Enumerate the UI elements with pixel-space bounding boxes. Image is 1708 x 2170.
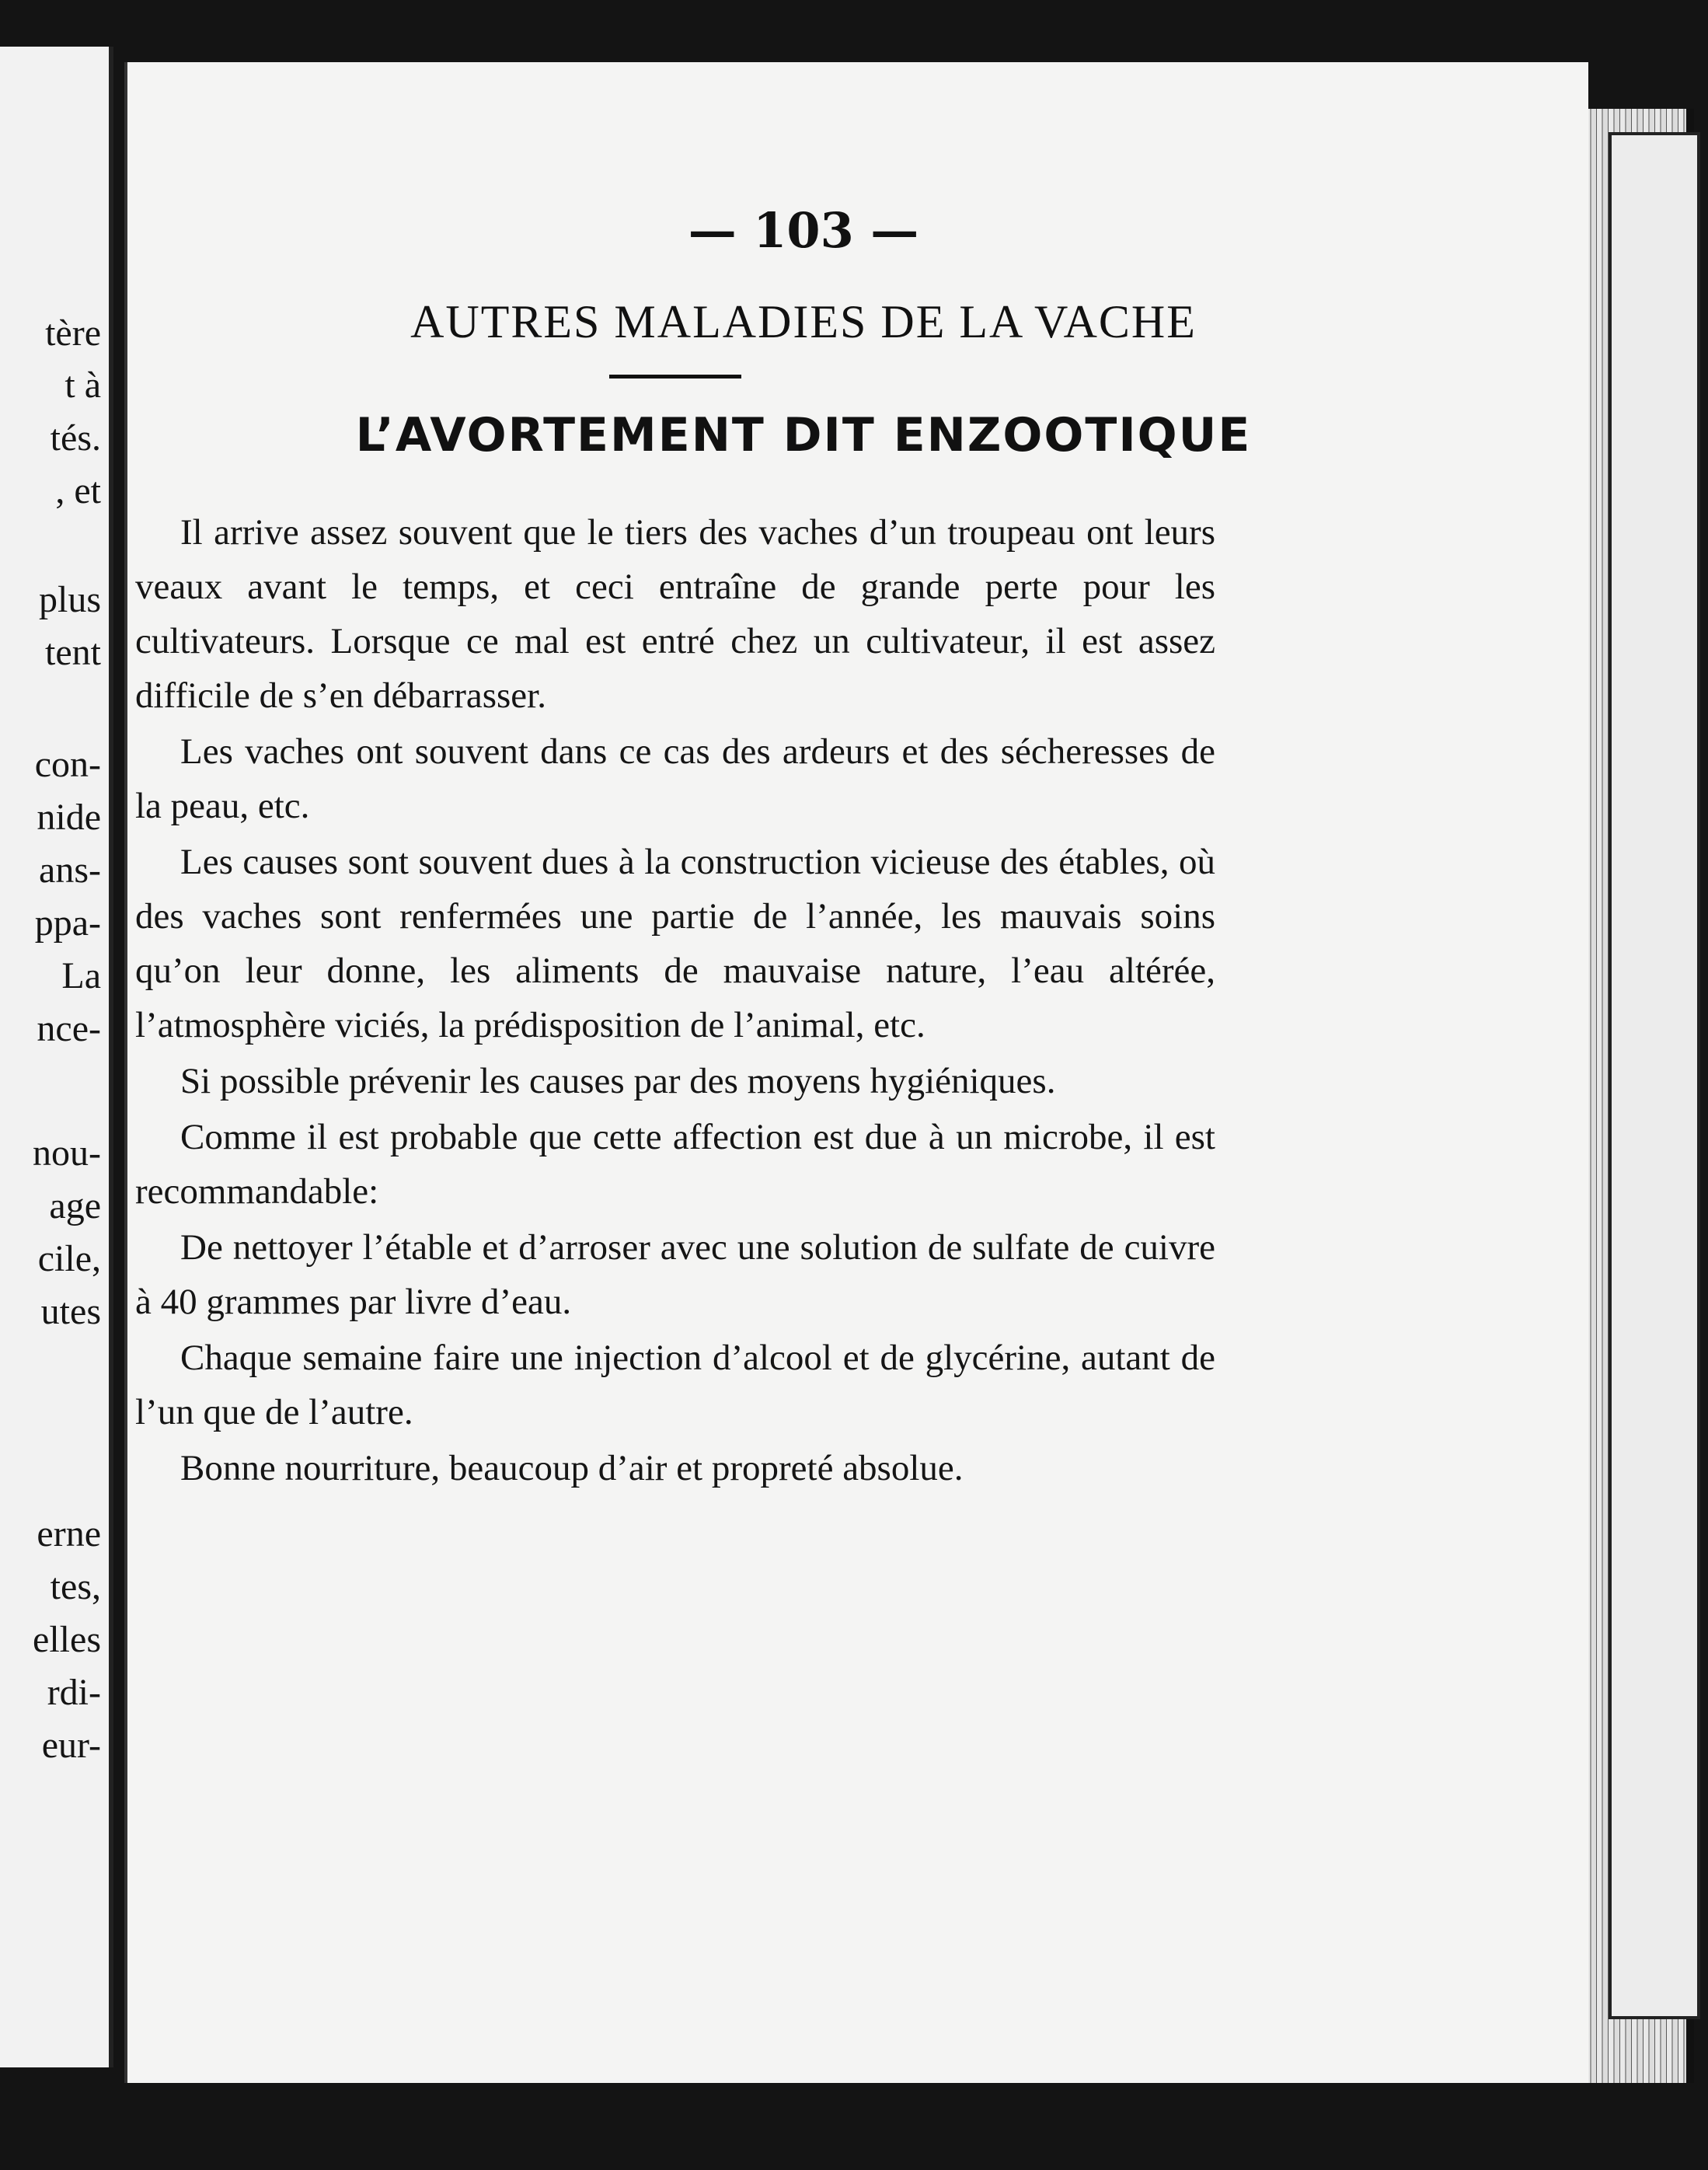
left-fragment: erne bbox=[37, 1513, 101, 1554]
left-fragment: nide bbox=[37, 797, 101, 838]
book-page bbox=[124, 62, 1588, 2083]
chapter-title: L’AVORTEMENT DIT ENZOOTIQUE bbox=[355, 408, 1252, 462]
left-fragment: nou- bbox=[33, 1132, 101, 1174]
page-edge-tab bbox=[1609, 132, 1700, 2019]
page-content bbox=[127, 62, 1588, 2083]
left-fragment: La bbox=[61, 955, 101, 996]
left-fragment: elles bbox=[33, 1619, 101, 1660]
left-fragment: tent bbox=[45, 632, 101, 673]
page-number: — 103 — bbox=[688, 202, 919, 259]
body-wrap bbox=[135, 505, 1215, 1497]
left-fragment: eur- bbox=[41, 1725, 101, 1766]
left-fragment: cile, bbox=[37, 1238, 101, 1279]
paragraph: Les vaches ont souvent dans ce cas des ardeurs et des sécheresses de la peau, etc. bbox=[135, 731, 1215, 826]
left-fragment: ans- bbox=[39, 850, 101, 891]
paragraph: De nettoyer l’étable et d’arroser avec une solution de sulfate de cuivre à 40 grammes par livre d’eau. bbox=[135, 1227, 1215, 1322]
paragraph: Chaque semaine faire une injection d’alcool et de glycérine, autant de l’un que de l’autre. bbox=[135, 1338, 1215, 1432]
left-fragment: age bbox=[49, 1185, 101, 1226]
left-fragment: tés. bbox=[50, 417, 101, 459]
title-divider bbox=[609, 375, 741, 379]
left-fragment: nce- bbox=[37, 1008, 101, 1049]
left-fragment: con- bbox=[34, 744, 101, 785]
left-fragment: tère bbox=[45, 312, 101, 354]
left-fragment: rdi- bbox=[47, 1672, 101, 1713]
left-fragment: , et bbox=[55, 470, 101, 511]
paragraph: Comme il est probable que cette affection est due à un microbe, il est recommandable: bbox=[135, 1117, 1215, 1212]
left-fragment: t à bbox=[64, 365, 101, 406]
section-title: AUTRES MALADIES DE LA VACHE bbox=[410, 296, 1197, 347]
left-fragment: utes bbox=[40, 1291, 101, 1332]
paragraph: Les causes sont souvent dues à la construction vicieuse des étables, où des vaches sont renfermées une partie de l’année, les mauvais soins qu’on leur donne, les aliments de mauvaise nature, l’eau altérée, l’atmosphère viciés, la prédisposition de l’animal, etc. bbox=[135, 842, 1215, 1045]
previous-page-strip bbox=[0, 47, 113, 2067]
paragraph: Si possible prévenir les causes par des moyens hygiéniques. bbox=[180, 1061, 1056, 1101]
paragraph: Bonne nourriture, beaucoup d’air et propreté absolue. bbox=[180, 1448, 964, 1488]
left-fragment: tes, bbox=[50, 1566, 101, 1607]
paragraph: Il arrive assez souvent que le tiers des vaches d’un troupeau ont leurs veaux avant le temps, et ceci entraîne de grande perte pour les cultivateurs. Lorsque ce mal est entré chez un cultivateur, il est assez difficile de s’en débarrasser. bbox=[135, 512, 1215, 716]
left-fragment: plus bbox=[38, 579, 101, 620]
left-fragment: ppa- bbox=[34, 902, 101, 944]
